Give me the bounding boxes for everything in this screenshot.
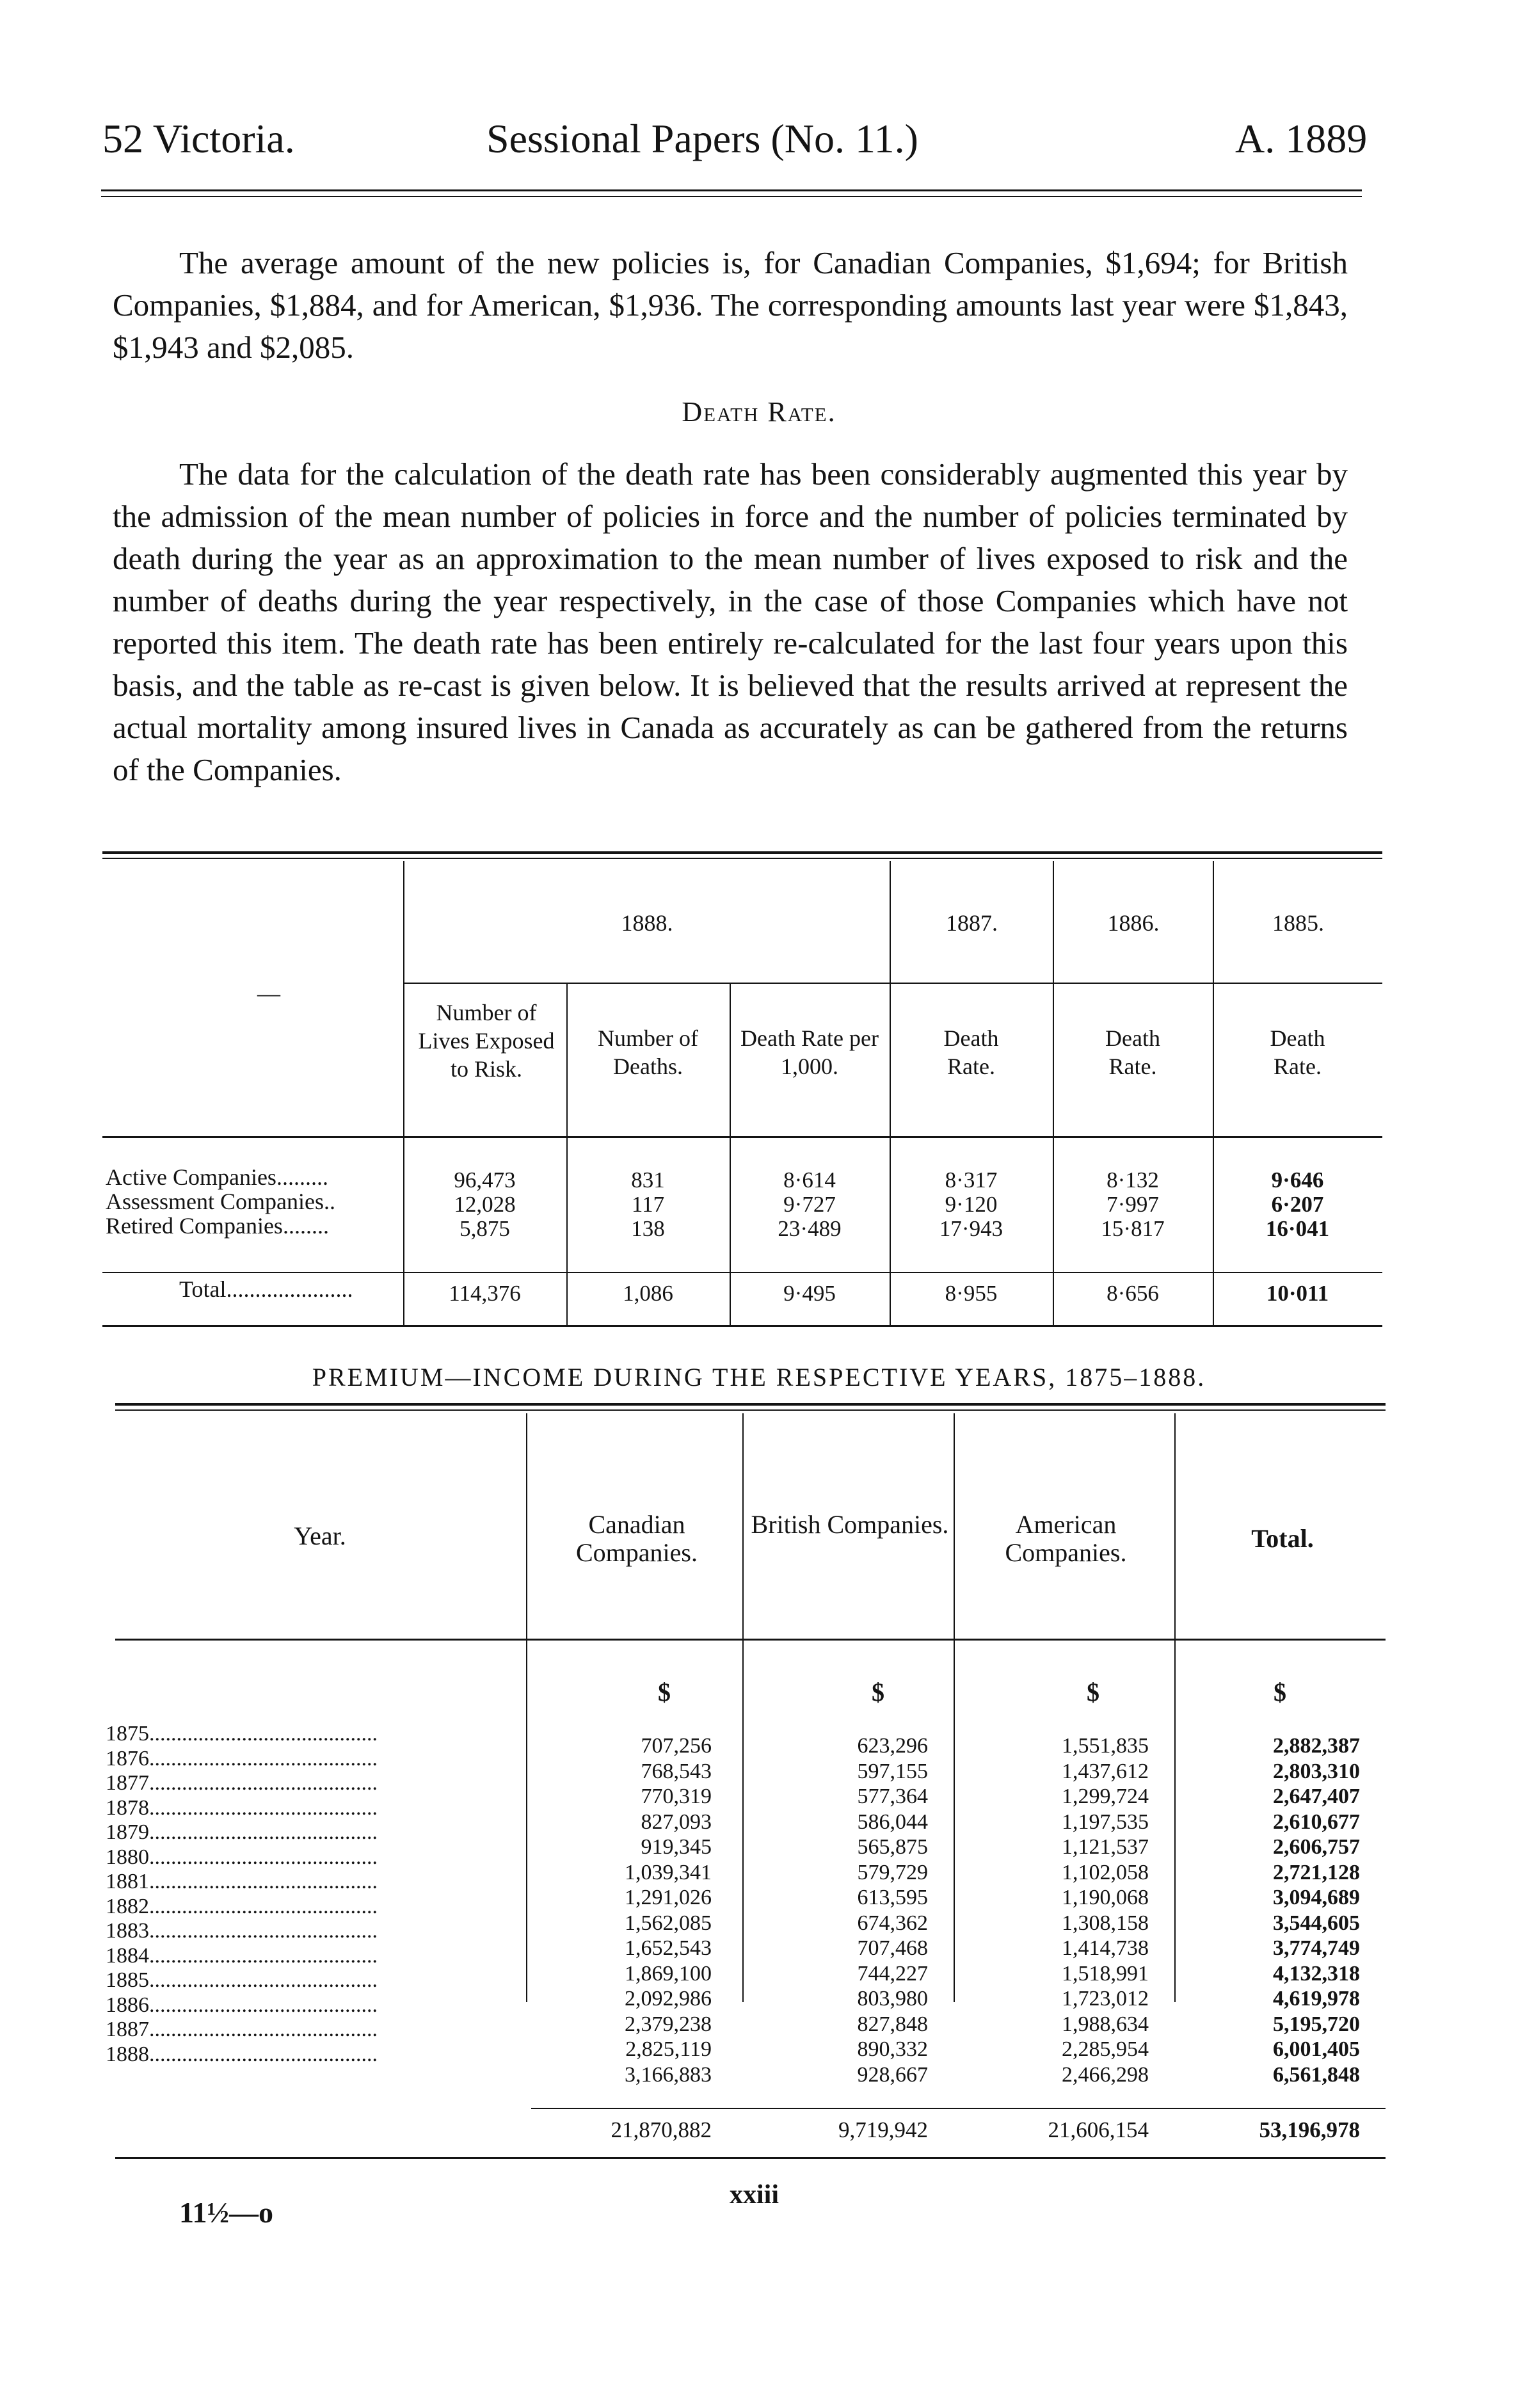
death-table-top-rule-2 <box>102 858 1382 859</box>
premium-total-cell: 2,610,677 <box>1273 1810 1360 1834</box>
premium-british-cell: 586,044 <box>857 1810 928 1834</box>
premium-year-label: 1883.......................................... <box>106 1919 378 1943</box>
premium-british-cell: 565,875 <box>857 1835 928 1859</box>
header-center: Sessional Papers (No. 11.) <box>486 116 918 161</box>
death-table-vline <box>566 984 568 1325</box>
premium-canadian-cell: 1,562,085 <box>625 1911 712 1935</box>
premium-british-values <box>774 1733 928 2087</box>
premium-british-cell: 597,155 <box>857 1759 928 1783</box>
premium-canadian-cell: 1,039,341 <box>625 1860 712 1884</box>
premium-table-top-rule <box>115 1403 1386 1406</box>
premium-total-cell: 3,544,605 <box>1273 1911 1360 1935</box>
premium-sum-total: 53,196,978 <box>1259 2117 1360 2142</box>
premium-table-top-rule-2 <box>115 1409 1386 1411</box>
premium-american-cell: 1,414,738 <box>1062 1936 1149 1960</box>
lives-retired: 5,875 <box>459 1216 510 1241</box>
premium-american-values <box>986 1733 1149 2087</box>
premium-american-cell: 1,551,835 <box>1062 1734 1149 1758</box>
premium-table-sum-rule <box>531 2108 1386 2109</box>
premium-total-values <box>1203 1733 1360 2087</box>
premium-year-label: 1886.......................................... <box>106 1993 378 2017</box>
premium-total-cell: 2,882,387 <box>1273 1734 1360 1758</box>
premium-year-label: 1881.......................................... <box>106 1870 378 1893</box>
premium-table-title: PREMIUM—INCOME DURING THE RESPECTIVE YEARS, 1875–1888. <box>312 1363 1206 1392</box>
death-table-subhead-rule <box>403 983 1382 984</box>
premium-year-label: 1875.......................................... <box>106 1722 378 1746</box>
premium-british-cell: 674,362 <box>857 1911 928 1935</box>
premium-british-cell: 803,980 <box>857 1987 928 2011</box>
currency-american: $ <box>1087 1678 1099 1706</box>
premium-american-cell: 1,197,535 <box>1062 1810 1149 1834</box>
premium-year-label: 1884.......................................... <box>106 1943 378 1968</box>
death-rate-heading: Death Rate. <box>682 396 836 428</box>
header-rule-2 <box>101 196 1362 197</box>
col-rate-1888-header: Death Rate per 1,000. <box>740 1025 879 1079</box>
premium-canadian-cell: 768,543 <box>641 1759 712 1783</box>
death-table-total-rule <box>102 1272 1382 1273</box>
deaths-active: 831 <box>631 1168 665 1192</box>
premium-american-cell: 2,466,298 <box>1062 2062 1149 2087</box>
premium-canadian-cell: 707,256 <box>641 1734 712 1758</box>
premium-canadian-cell: 827,093 <box>641 1810 712 1834</box>
lives-active: 96,473 <box>454 1168 516 1192</box>
premium-british-cell: 577,364 <box>857 1785 928 1808</box>
rate1887-assessment: 9·120 <box>945 1192 998 1217</box>
currency-canadian: $ <box>658 1678 671 1706</box>
year-1886-header: 1886. <box>1107 910 1160 936</box>
header-left: 52 Victoria. <box>102 116 295 161</box>
deaths-retired: 138 <box>631 1216 665 1241</box>
rate1886-active: 8·132 <box>1107 1168 1159 1192</box>
deaths-total: 1,086 <box>623 1281 673 1306</box>
premium-american-cell: 1,437,612 <box>1062 1759 1149 1783</box>
premium-american-cell: 1,723,012 <box>1062 1987 1149 2011</box>
premium-year-label: 1885.......................................... <box>106 1968 378 1992</box>
death-table-vline <box>730 984 731 1325</box>
premium-total-cell: 3,094,689 <box>1273 1886 1360 1909</box>
col-rate-1886-header: Death Rate. <box>1105 1025 1160 1079</box>
col-rate-1887-header: Death Rate. <box>943 1025 999 1079</box>
premium-year-label: 1879.......................................... <box>106 1820 378 1844</box>
col-deaths-header: Number of Deaths. <box>598 1025 698 1079</box>
col-lives-header: Number of Lives Exposed to Risk. <box>418 1000 555 1082</box>
premium-american-cell: 1,190,068 <box>1062 1886 1149 1909</box>
premium-year-label: 1887.......................................... <box>106 2018 378 2041</box>
premium-american-cell: 1,102,058 <box>1062 1860 1149 1884</box>
rate1886-assessment: 7·997 <box>1107 1192 1159 1217</box>
premium-american-cell: 1,121,537 <box>1062 1835 1149 1859</box>
premium-british-cell: 613,595 <box>857 1886 928 1909</box>
premium-sum-british: 9,719,942 <box>838 2117 928 2142</box>
lives-total: 114,376 <box>449 1281 521 1306</box>
premium-british-cell: 744,227 <box>857 1961 928 1986</box>
currency-total: $ <box>1274 1678 1286 1706</box>
premium-table-header-rule <box>115 1639 1386 1641</box>
rate1885-retired: 16·041 <box>1265 1216 1330 1241</box>
premium-total-cell: 5,195,720 <box>1273 2012 1360 2036</box>
header-rule <box>101 189 1362 191</box>
premium-british-cell: 707,468 <box>857 1936 928 1960</box>
premium-canadian-cell: 1,652,543 <box>625 1936 712 1960</box>
row-label-total: Total...................... <box>179 1276 353 1302</box>
row-label-retired: Retired Companies........ <box>106 1213 329 1239</box>
premium-total-cell: 2,606,757 <box>1273 1835 1360 1859</box>
rate1887-total: 8·955 <box>945 1281 998 1306</box>
premium-total-cell: 6,001,405 <box>1273 2037 1360 2061</box>
premium-year-list <box>106 1722 378 2067</box>
premium-total-cell: 4,132,318 <box>1273 1961 1360 1986</box>
premium-american-cell: 1,308,158 <box>1062 1911 1149 1935</box>
premium-canadian-cell: 919,345 <box>641 1835 712 1859</box>
premium-total-cell: 6,561,848 <box>1273 2062 1360 2087</box>
col-rate-1885-header: Death Rate. <box>1270 1025 1325 1079</box>
premium-canadian-cell: 770,319 <box>641 1785 712 1808</box>
premium-year-label: 1878.......................................... <box>106 1795 378 1820</box>
premium-canadian-cell: 1,291,026 <box>625 1886 712 1909</box>
premium-sum-canadian: 21,870,882 <box>611 2117 712 2142</box>
premium-british-cell: 928,667 <box>857 2062 928 2087</box>
premium-table-vline <box>526 1413 527 2002</box>
rate1888-total: 9·495 <box>783 1281 836 1306</box>
rate1886-retired: 15·817 <box>1101 1216 1165 1241</box>
header-right: A. 1889 <box>1235 116 1368 161</box>
premium-col-american: American Companies. <box>1005 1510 1127 1567</box>
premium-american-cell: 1,988,634 <box>1062 2012 1149 2036</box>
premium-total-cell: 3,774,749 <box>1273 1936 1360 1960</box>
rate1886-total: 8·656 <box>1107 1281 1159 1306</box>
death-table-bottom-rule <box>102 1325 1382 1327</box>
premium-canadian-cell: 2,825,119 <box>625 2037 712 2061</box>
premium-table-bottom-rule <box>115 2157 1386 2159</box>
death-rate-paragraph: The data for the calculation of the death rate has been considerably augmented this year by the admission of the mean number of policies in force and the number of policies terminated by death during the year as an approximation to the mean number of lives exposed to risk and the number of deaths during the year respectively, in the case of those Companies which have not reported this item. The death rate has been entirely re-calculated for the last four years upon this basis, and the table as re-cast is given below. It is believed that the results arrived at represent the actual mortality among insured lives in Canada as accurately as can be gathered from the returns of the Companies. <box>113 456 1348 787</box>
premium-canadian-cell: 3,166,883 <box>625 2062 712 2087</box>
premium-british-cell: 827,848 <box>857 2012 928 2036</box>
premium-year-label: 1882.......................................... <box>106 1894 378 1918</box>
premium-table-vline <box>954 1413 955 2002</box>
premium-total-cell: 2,721,128 <box>1273 1860 1360 1884</box>
premium-year-label: 1880.......................................... <box>106 1845 378 1869</box>
rate1885-total: 10·011 <box>1266 1281 1329 1306</box>
premium-total-cell: 2,647,407 <box>1273 1785 1360 1808</box>
year-1885-header: 1885. <box>1272 910 1324 936</box>
deaths-assessment: 117 <box>631 1192 665 1217</box>
rate1885-active: 9·646 <box>1271 1168 1324 1192</box>
intro-paragraph: The average amount of the new policies is, for Canadian Companies, $1,694; for British Companies, $1,884, and for American, $1,936. The corresponding amounts last year were $1,843, $1,943 and $2,085. <box>113 245 1348 365</box>
premium-canadian-values <box>563 1733 712 2087</box>
row-label-assessment: Assessment Companies.. <box>106 1189 335 1214</box>
lives-assessment: 12,028 <box>454 1192 516 1217</box>
premium-british-cell: 890,332 <box>857 2037 928 2061</box>
premium-year-label: 1877.......................................... <box>106 1771 378 1795</box>
premium-col-british: British Companies. <box>751 1510 949 1539</box>
rate1887-retired: 17·943 <box>939 1216 1003 1241</box>
premium-british-cell: 623,296 <box>857 1734 928 1758</box>
premium-british-cell: 579,729 <box>857 1860 928 1884</box>
premium-col-canadian: Canadian Companies. <box>576 1510 698 1567</box>
premium-american-cell: 1,518,991 <box>1062 1961 1149 1986</box>
rate1887-active: 8·317 <box>945 1168 998 1192</box>
premium-american-cell: 1,299,724 <box>1062 1785 1149 1808</box>
year-1887-header: 1887. <box>946 910 998 936</box>
rate1888-retired: 23·489 <box>778 1216 842 1241</box>
year-1888-header: 1888. <box>621 910 673 936</box>
rate1888-active: 8·614 <box>783 1168 836 1192</box>
premium-canadian-cell: 2,092,986 <box>625 1987 712 2011</box>
premium-year-label: 1888.......................................... <box>106 2042 378 2066</box>
premium-total-cell: 2,803,310 <box>1273 1759 1360 1783</box>
premium-american-cell: 2,285,954 <box>1062 2037 1149 2061</box>
rate1888-assessment: 9·727 <box>783 1192 836 1217</box>
death-table-top-rule <box>102 851 1382 854</box>
premium-sum-american: 21,606,154 <box>1048 2117 1149 2142</box>
premium-table-vline <box>742 1413 744 2002</box>
premium-year-label: 1876.......................................... <box>106 1746 378 1770</box>
premium-total-cell: 4,619,978 <box>1273 1987 1360 2011</box>
premium-canadian-cell: 1,869,100 <box>625 1961 712 1986</box>
footer-signature: 11½—o <box>179 2196 273 2229</box>
death-table-header-rule <box>102 1136 1382 1138</box>
premium-col-year: Year. <box>294 1521 346 1550</box>
premium-table-vline <box>1174 1413 1176 2002</box>
rate1885-assessment: 6·207 <box>1271 1192 1324 1217</box>
premium-col-total: Total. <box>1251 1524 1314 1553</box>
row-label-active: Active Companies......... <box>106 1164 328 1190</box>
footer-page-number: xxiii <box>730 2180 779 2210</box>
currency-british: $ <box>872 1678 884 1706</box>
premium-canadian-cell: 2,379,238 <box>625 2012 712 2036</box>
death-table-stub-header: — <box>257 981 280 1006</box>
